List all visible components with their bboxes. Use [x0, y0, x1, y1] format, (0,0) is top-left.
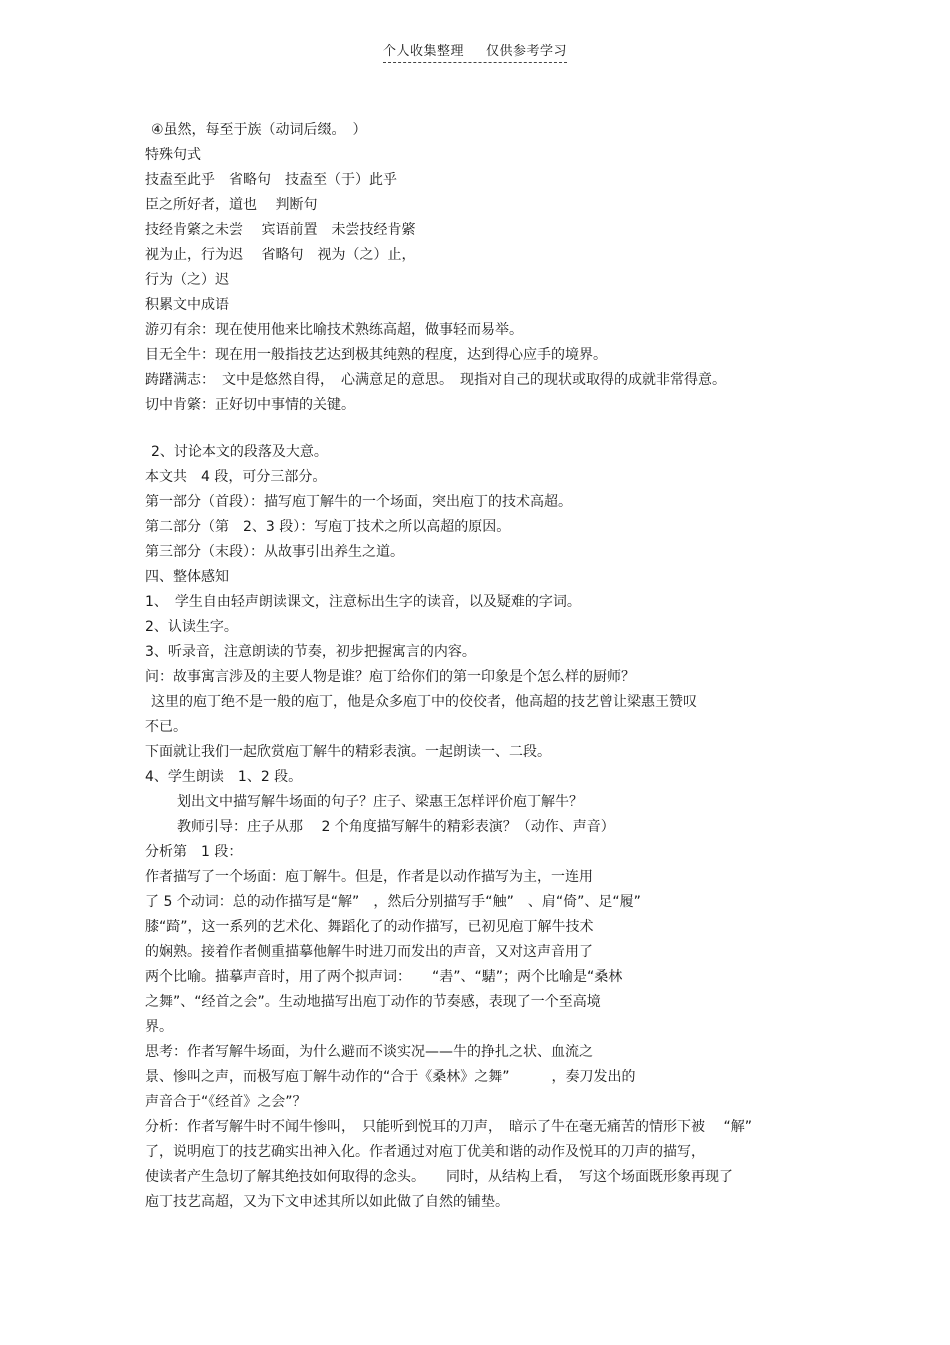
text-line: 使读者产生急切了解其绝技如何取得的念头。 同时，从结构上看， 写这个场面既形象再现了 — [145, 1169, 733, 1185]
text-line: 这里的庖丁绝不是一般的庖丁，他是众多庖丁中的佼佼者，他高超的技艺曾让梁惠王赞叹 — [151, 694, 697, 710]
text-line: 划出文中描写解牛场面的句子？庄子、梁惠王怎样评价庖丁解牛？ — [177, 794, 583, 810]
text-line: 作者描写了一个场面：庖丁解牛。但是，作者是以动作描写为主，一连用 — [145, 869, 593, 885]
text-line: 不已。 — [145, 719, 187, 735]
text-line: 视为止，行为迟 省略句 视为（之）止， — [145, 247, 416, 263]
text-line: 游刃有余：现在使用他来比喻技术熟练高超，做事轻而易举。 — [145, 322, 523, 338]
page-header — [383, 40, 567, 63]
text-line: 目无全牛：现在用一般指技艺达到极其纯熟的程度，达到得心应手的境界。 — [145, 347, 607, 363]
text-line: 行为（之）迟 — [145, 272, 229, 288]
text-line: 庖丁技艺高超，又为下文申述其所以如此做了自然的铺垫。 — [145, 1194, 509, 1210]
header-left-text: 个人收集整理 — [383, 44, 465, 59]
text-line: 景、惨叫之声，而极写庖丁解牛动作的“合于《桑林》之舞” ，奏刀发出的 — [145, 1069, 636, 1085]
document-body — [145, 118, 825, 1215]
text-line: 技盍至此乎 省略句 技盍至（于）此乎 — [145, 172, 397, 188]
text-line: 第二部分（第 2、3 段）：写庖丁技术之所以高超的原因。 — [145, 519, 511, 535]
text-line: 臣之所好者，道也 判断句 — [145, 197, 318, 213]
text-line: 的娴熟。接着作者侧重描摹他解牛时进刀而发出的声音，又对这声音用了 — [145, 944, 593, 960]
text-line: 界。 — [145, 1019, 173, 1035]
text-line: ④虽然，每至于族（动词后缀。 ） — [151, 122, 367, 138]
section-heading: 2、讨论本文的段落及大意。 — [151, 444, 328, 460]
text-line: 思考：作者写解牛场面，为什么避而不谈实况——牛的挣扎之状、血流之 — [145, 1044, 593, 1060]
text-line: 了 5 个动词：总的动作描写是“解” ，然后分别描写手“触” 、肩“倚”、足“履” — [145, 894, 641, 910]
text-line: 分析：作者写解牛时不闻牛惨叫， 只能听到悦耳的刀声， 暗示了牛在毫无痛苦的情形下被 “解” — [145, 1119, 752, 1135]
header-right-text: 仅供参考学习 — [486, 44, 568, 59]
text-line: 踌躇满志： 文中是悠然自得， 心满意足的意思。 现指对自己的现状或取得的成就非常得意。 — [145, 372, 726, 388]
text-line: 本文共 4 段，可分三部分。 — [145, 469, 327, 485]
section-heading: 特殊句式 — [145, 147, 201, 163]
text-line: 之舞”、“经首之会”。生动地描写出庖丁动作的节奏感，表现了一个至高境 — [145, 994, 601, 1010]
text-line: 切中肯綮：正好切中事情的关键。 — [145, 397, 355, 413]
text-line: 1、 学生自由轻声朗读课文，注意标出生字的读音，以及疑难的字词。 — [145, 594, 581, 610]
section-heading: 积累文中成语 — [145, 297, 229, 313]
text-line: 技经肯綮之未尝 宾语前置 未尝技经肯綮 — [145, 222, 416, 238]
blank-line — [145, 418, 825, 440]
text-line: 第三部分（末段）：从故事引出养生之道。 — [145, 544, 404, 560]
text-line: 两个比喻。描摹声音时，用了两个拟声词： “砉”、“騞”；两个比喻是“桑林 — [145, 969, 623, 985]
text-line: 3、听录音，注意朗读的节奏，初步把握寓言的内容。 — [145, 644, 476, 660]
text-line: 声音合于“《经首》之会”？ — [145, 1094, 307, 1110]
text-line: 第一部分（首段）：描写庖丁解牛的一个场面，突出庖丁的技术高超。 — [145, 494, 572, 510]
text-line: 2、认读生字。 — [145, 619, 238, 635]
text-line: 下面就让我们一起欣赏庖丁解牛的精彩表演。一起朗读一、二段。 — [145, 744, 551, 760]
text-line: 4、学生朗读 1、2 段。 — [145, 769, 303, 785]
text-line: 了，说明庖丁的技艺确实出神入化。作者通过对庖丁优美和谐的动作及悦耳的刀声的描写， — [145, 1144, 705, 1160]
text-line: 问：故事寓言涉及的主要人物是谁？庖丁给你们的第一印象是个怎么样的厨师？ — [145, 669, 635, 685]
text-line: 教师引导：庄子从那 2 个角度描写解牛的精彩表演？（动作、声音） — [177, 819, 615, 835]
text-line: 膝“踦”，这一系列的艺术化、舞蹈化了的动作描写，已初见庖丁解牛技术 — [145, 919, 594, 935]
section-heading: 四、整体感知 — [145, 569, 229, 585]
text-line: 分析第 1 段： — [145, 844, 243, 860]
